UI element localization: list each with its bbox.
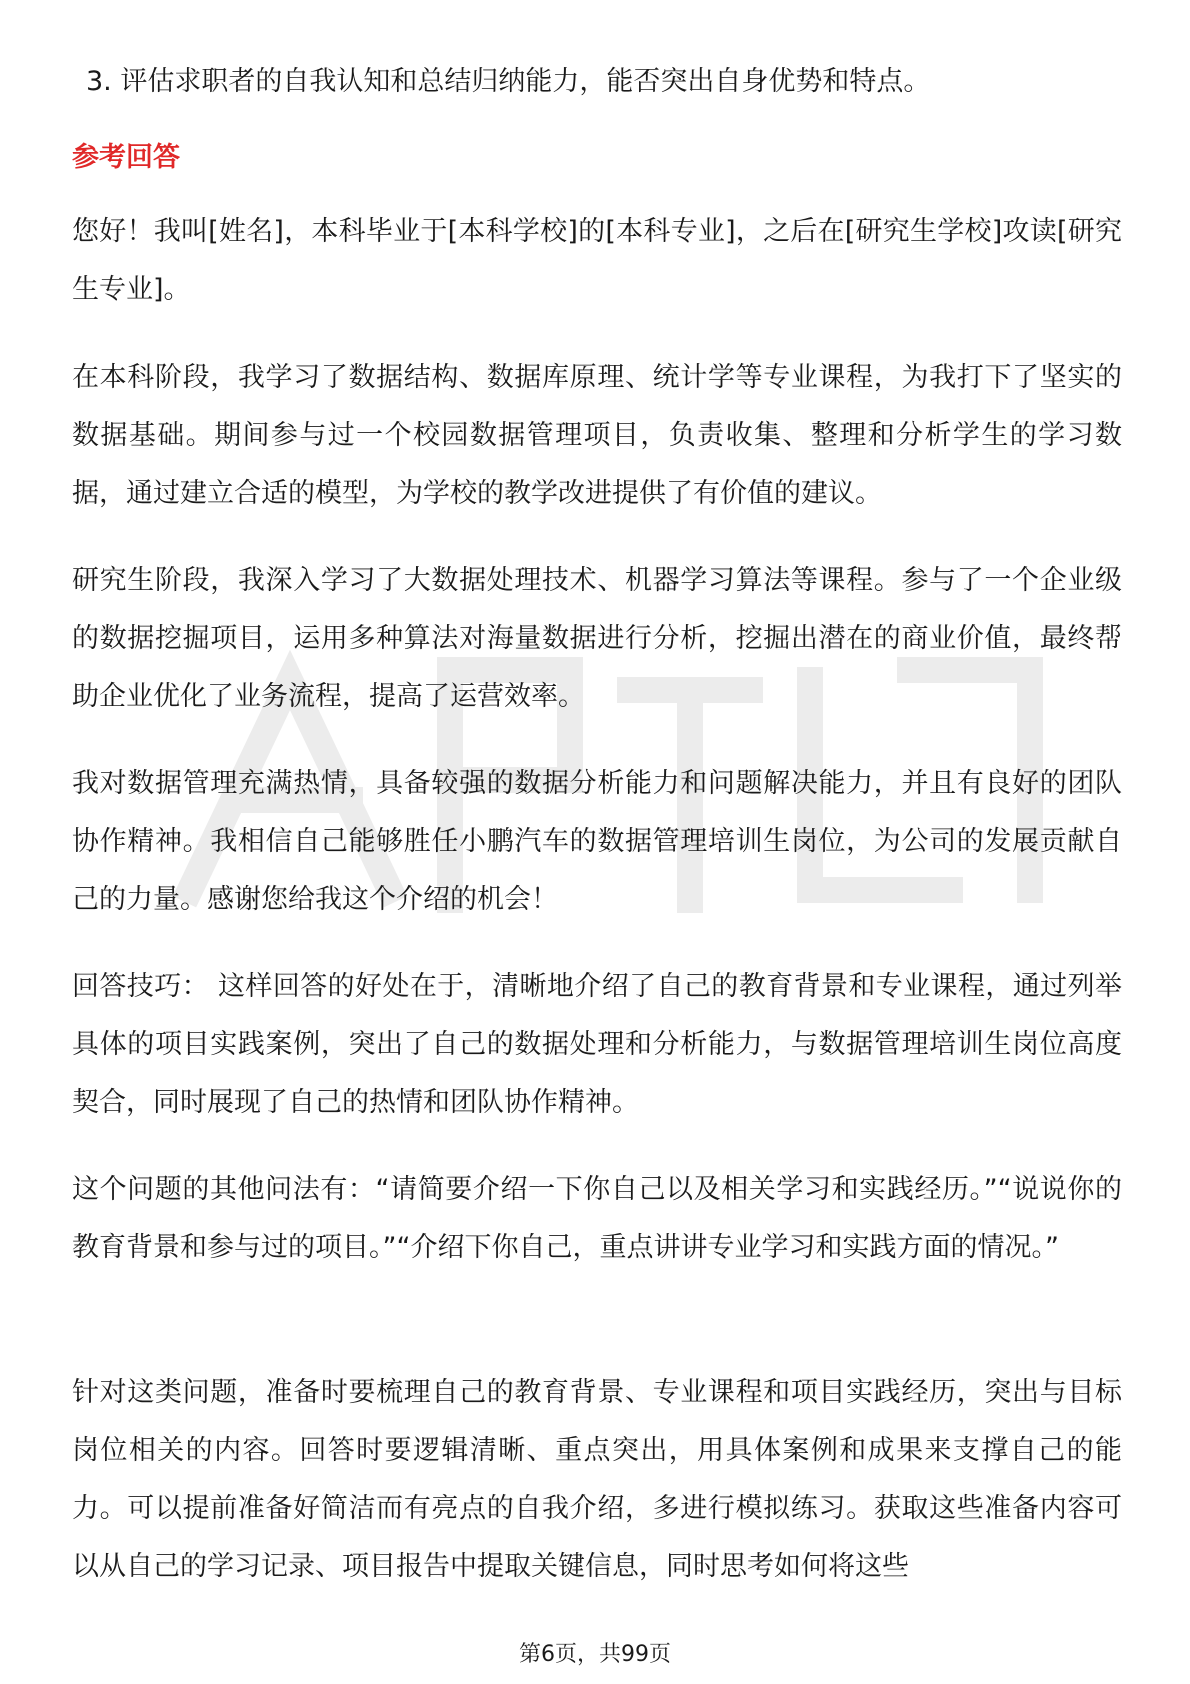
page-number-footer: 第6页，共99页 — [519, 1642, 671, 1667]
paragraph-4: 我对数据管理充满热情，具备较强的数据分析能力和问题解决能力，并且有良好的团队协作精神。我相信自己能够胜任小鹏汽车的数据管理培训生岗位，为公司的发展贡献自己的力量。感谢您给我这个介绍的机会！ — [72, 768, 1122, 915]
paragraph-7: 针对这类问题，准备时要梳理自己的教育背景、专业课程和项目实践经历，突出与目标岗位相关的内容。回答时要逻辑清晰、重点突出，用具体案例和成果来支撑自己的能力。可以提前准备好简洁而有亮点的自我介绍，多进行模拟练习。获取这些准备内容可以从自己的学习记录、项目报告中提取关键信息，同时思考如何将这些 — [72, 1377, 1122, 1582]
numbered-list-item: 3. 评估求职者的自我认知和总结归纳能力，能否突出自身优势和特点。 — [86, 66, 931, 97]
paragraph-5: 回答技巧： 这样回答的好处在于，清晰地介绍了自己的教育背景和专业课程，通过列举具体的项目实践案例，突出了自己的数据处理和分析能力，与数据管理培训生岗位高度契合，同时展现了自己的热情和团队协作精神。 — [72, 971, 1122, 1118]
paragraph-6: 这个问题的其他问法有：“请简要介绍一下你自己以及相关学习和实践经历。”“说说你的教育背景和参与过的项目。”“介绍下你自己，重点讲讲专业学习和实践方面的情况。” — [72, 1174, 1122, 1263]
paragraph-1: 您好！我叫[姓名]，本科毕业于[本科学校]的[本科专业]，之后在[研究生学校]攻读[研究生专业]。 — [72, 216, 1122, 305]
paragraph-3: 研究生阶段，我深入学习了大数据处理技术、机器学习算法等课程。参与了一个企业级的数据挖掘项目，运用多种算法对海量数据进行分析，挖掘出潜在的商业价值，最终帮助企业优化了业务流程，提高了运营效率。 — [72, 565, 1122, 712]
paragraph-2: 在本科阶段，我学习了数据结构、数据库原理、统计学等专业课程，为我打下了坚实的数据基础。期间参与过一个校园数据管理项目，负责收集、整理和分析学生的学习数据，通过建立合适的模型，为学校的教学改进提供了有价值的建议。 — [72, 362, 1122, 509]
section-heading: 参考回答 — [72, 142, 180, 173]
